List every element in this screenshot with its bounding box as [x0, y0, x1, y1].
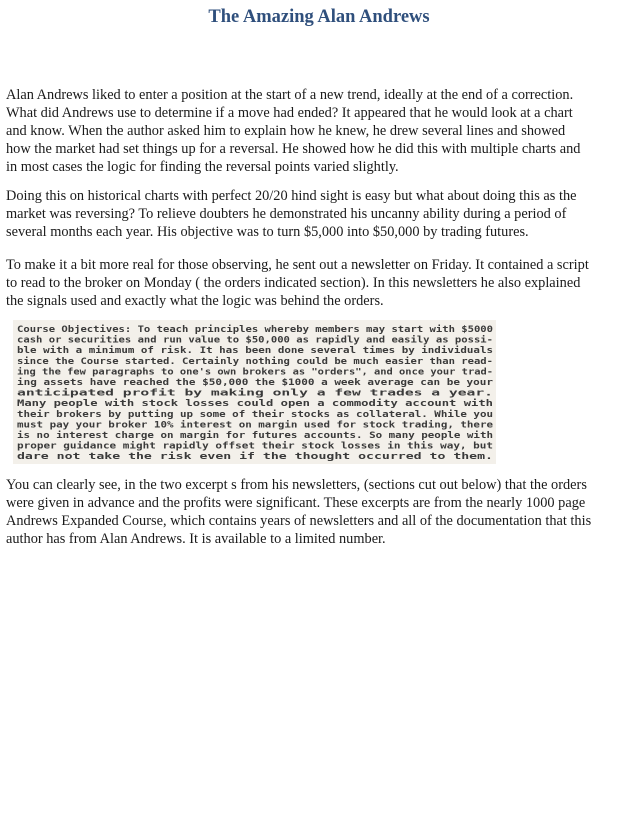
paragraph-line: in most cases the logic for finding the reversal points varied slightly.	[6, 159, 399, 175]
scanned-text-line: anticipated profit by making only a few trades a year.	[17, 387, 493, 399]
scanned-text-image	[13, 320, 496, 464]
scanned-text-line: ing assets have reached the $50,000 the $1000 a week average can be your	[17, 377, 494, 388]
paragraph-hindsight	[6, 187, 632, 241]
scanned-text-line: Many people with stock losses could open a commodity account with	[17, 398, 493, 410]
paragraph-line: To make it a bit more real for those observing, he sent out a newsletter on Friday. It contained a script	[6, 257, 589, 273]
paragraph-line: were given in advance and the profits were significant. These excerpts are from the nearly 1000 page	[6, 495, 586, 511]
paragraph-line: Alan Andrews liked to enter a position at the start of a new trend, ideally at the end of a correction.	[6, 87, 574, 103]
paragraph-excerpts	[6, 476, 632, 548]
paragraph-line: Doing this on historical charts with perfect 20/20 hind sight is easy but what about doing this as the	[6, 188, 577, 204]
paragraph-line: You can clearly see, in the two excerpt s from his newsletters, (sections cut out below) that the orders	[6, 477, 587, 493]
paragraph-line: how the market had set things up for a reversal. He showed how he did this with multiple charts and	[6, 141, 581, 157]
page-title: The Amazing Alan Andrews	[208, 7, 430, 27]
paragraph-intro	[6, 86, 632, 176]
scanned-text-line: since the Course started. Certainly nothing could be much easier than read-	[17, 355, 493, 367]
paragraph-line: Andrews Expanded Course, which contains years of newsletters and all of the documentation that this	[6, 513, 592, 529]
scanned-text-line: ble with a minimum of risk. It has been done several times by individuals	[17, 345, 493, 357]
scanned-text-line: dare not take the risk even if the thought occurred to them.	[17, 451, 493, 463]
scanned-newsletter-excerpt	[13, 320, 496, 464]
paragraph-line: to read to the broker on Monday ( the orders indicated section). In this newsletters he also explained	[6, 275, 581, 291]
paragraph-line: the signals used and exactly what the logic was behind the orders.	[6, 293, 384, 309]
scanned-text-line: Course Objectives: To teach principles whereby members may start with $5000	[17, 324, 493, 335]
scanned-text-line: must pay your broker 10% interest on margin used for stock trading, there	[17, 419, 494, 431]
paragraph-line: several months each year. His objective was to turn $5,000 into $50,000 by trading futures.	[6, 224, 529, 240]
scanned-text-line: cash or securities and run value to $50,000 as rapidly and easily as possi-	[17, 334, 493, 346]
paragraph-line: What did Andrews use to determine if a move had ended? It appeared that he would look at a chart	[6, 105, 573, 121]
scanned-text-line: ing the few paragraphs to one's own brokers as "orders", and once your trad-	[17, 366, 493, 378]
paragraph-line: market was reversing? To relieve doubters he demonstrated his uncanny ability during a period of	[6, 206, 567, 222]
scanned-text-line: proper guidance might rapidly offset their stock losses in this way, but	[17, 440, 493, 452]
scanned-text-line: is no interest charge on margin for futures accounts. So many people with	[17, 430, 493, 441]
paragraph-newsletter	[6, 256, 632, 310]
scanned-text-line: their brokers by putting up some of their stocks as collateral. While you	[17, 408, 493, 420]
paragraph-line: author has from Alan Andrews. It is available to a limited number.	[6, 531, 386, 547]
paragraph-line: and know. When the author asked him to explain how he knew, he drew several lines and showed	[6, 123, 566, 139]
